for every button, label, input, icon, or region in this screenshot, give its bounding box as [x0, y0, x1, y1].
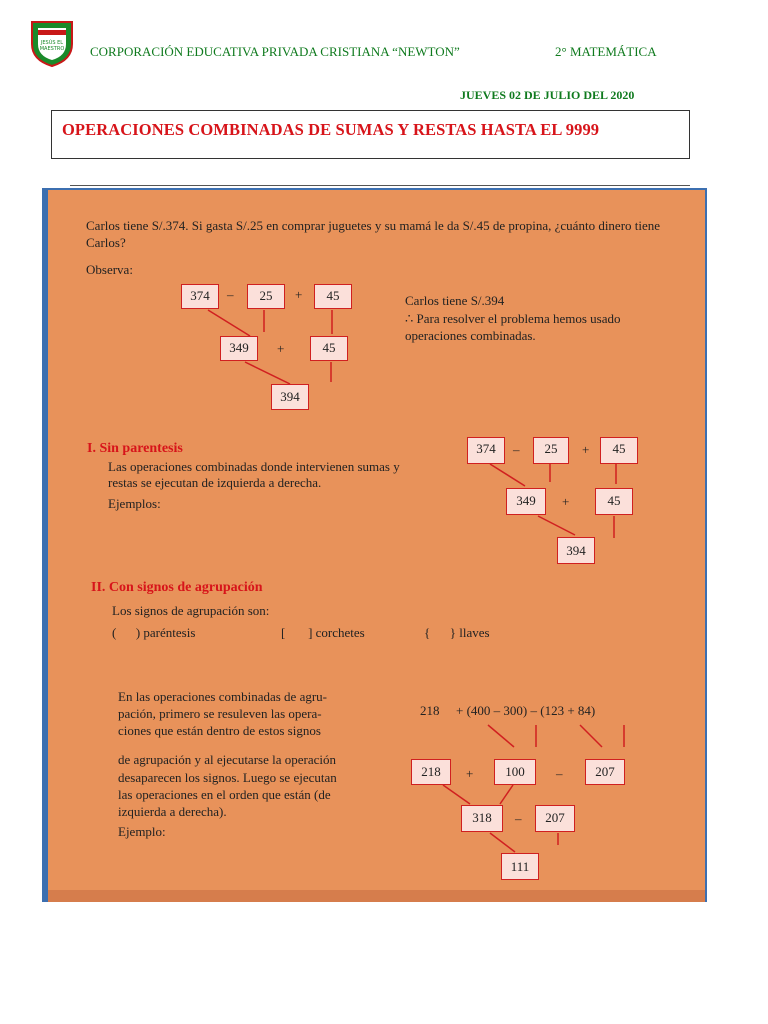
diagram3-expression-b: + (400 – 300) – (123 + 84) — [456, 703, 596, 718]
section2-intro: Los signos de agrupación son: — [112, 603, 270, 618]
section1-text-2: restas se ejecutan de izquierda a derecha. — [108, 475, 322, 490]
svg-text:JESÚS EL: JESÚS EL — [40, 40, 64, 46]
diagram3-op3: – — [515, 811, 522, 826]
section2-paragraph-7: izquierda a derecha). — [118, 804, 227, 819]
diagram2-op3: + — [562, 494, 570, 509]
diagram2-box-b: 25 — [533, 437, 569, 464]
course-label: 2° MATEMÁTICA — [555, 44, 657, 59]
diagram3-op1: + — [466, 766, 474, 781]
diagram2-op2: + — [582, 442, 590, 457]
section1-heading: I. Sin parentesis — [87, 441, 183, 456]
section2-paragraph-5: desaparecen los signos. Luego se ejecutan — [118, 770, 337, 785]
diagram1-box-b: 25 — [247, 284, 285, 309]
diagram2-op1: – — [513, 442, 520, 457]
section1-text-1: Las operaciones combinadas donde intervienen sumas y — [108, 459, 400, 474]
diagram3-box-c2: 207 — [535, 805, 575, 832]
diagram1-box-c2: 45 — [310, 336, 348, 361]
date-label: JUEVES 02 DE JULIO DEL 2020 — [460, 88, 635, 102]
page-title: OPERACIONES COMBINADAS DE SUMAS Y RESTAS HASTA EL 9999 — [62, 120, 600, 139]
section2-paragraph-1: En las operaciones combinadas de agru- — [118, 689, 328, 704]
diagram3-box-c: 207 — [585, 759, 625, 785]
therefore-text: ∴ Para resolver el problema hemos usado — [405, 311, 621, 326]
section2-heading: II. Con signos de agrupación — [91, 580, 263, 595]
diagram3-expression-a: 218 — [420, 703, 440, 718]
diagram1-box-r1: 349 — [220, 336, 258, 361]
diagram1-op3: + — [277, 341, 285, 356]
diagram2-box-c2: 45 — [595, 488, 633, 515]
diagram1-box-a: 374 — [181, 284, 219, 309]
problem-text: Carlos tiene S/.374. Si gasta S/.25 en comprar juguetes y su mamá le da S/.45 de propina, ¿cuánto dinero tiene Carlos? — [86, 218, 661, 250]
answer-text: Carlos tiene S/.394 — [405, 293, 505, 308]
svg-text:MAESTRO: MAESTRO — [39, 46, 65, 52]
diagram3-box-a: 218 — [411, 759, 451, 785]
diagram1-result: 394 — [271, 384, 309, 410]
section1-examples: Ejemplos: — [108, 496, 161, 511]
therefore-text-2: operaciones combinadas. — [405, 328, 536, 343]
diagram2-box-c: 45 — [600, 437, 638, 464]
section2-example: Ejemplo: — [118, 824, 166, 839]
section2-paragraph-4: de agrupación y al ejecutarse la operación — [118, 752, 336, 767]
diagram3-box-b: 100 — [494, 759, 536, 785]
section2-paragraph-6: las operaciones en el orden que están (de — [118, 787, 331, 802]
diagram3-box-r1: 318 — [461, 805, 503, 832]
diagram2-result: 394 — [557, 537, 595, 564]
diagram2-box-r1: 349 — [506, 488, 546, 515]
observa-label: Observa: — [86, 262, 133, 277]
diagram3-result: 111 — [501, 853, 539, 880]
diagram1-box-c: 45 — [314, 284, 352, 309]
diagram1-op2: + — [295, 287, 303, 302]
parentheses-label: ( ) paréntesis — [112, 625, 196, 640]
diagram1-op1: – — [227, 287, 234, 302]
section2-paragraph-2: pación, primero se resuleven las opera- — [118, 706, 322, 721]
school-name: CORPORACIÓN EDUCATIVA PRIVADA CRISTIANA “NEWTON” — [90, 44, 460, 59]
braces-label: { } llaves — [424, 625, 490, 640]
section2-paragraph-3: ciones que están dentro de estos signos — [118, 723, 321, 738]
diagram3-op2: – — [556, 766, 563, 781]
diagram2-box-a: 374 — [467, 437, 505, 464]
brackets-label: [ ] corchetes — [281, 625, 365, 640]
